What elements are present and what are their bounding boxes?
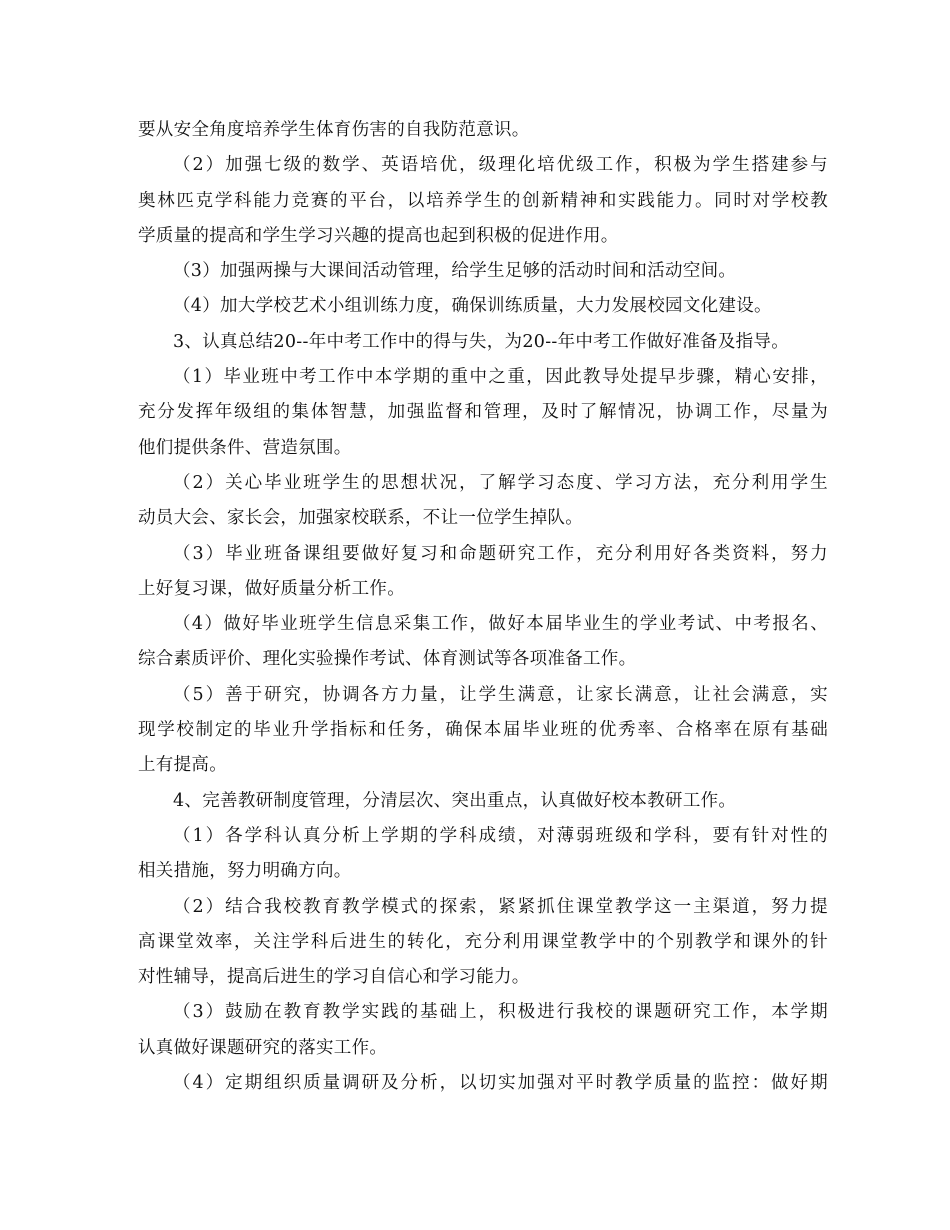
text-line: （3）加强两操与大课间活动管理，给学生足够的活动时间和活动空间。 <box>173 261 737 282</box>
text-line: 现学校制定的毕业升学指标和任务，确保本届毕业班的优秀率、合格率在原有基础 <box>138 720 828 741</box>
text-line: 奥林匹克学科能力竞赛的平台，以培养学生的创新精神和实践能力。同时对学校教 <box>138 190 828 211</box>
text-line: 对性辅导，提高后进生的学习自信心和学习能力。 <box>138 967 530 988</box>
document-body <box>138 113 828 1101</box>
text-line: 上有提高。 <box>138 755 227 776</box>
text-line: （3）毕业班备课组要做好复习和命题研究工作，充分利用好各类资料，努力 <box>173 543 828 564</box>
text-line: （5）善于研究，协调各方力量，让学生满意，让家长满意，让社会满意，实 <box>173 684 828 705</box>
text-line: 相关措施，努力明确方向。 <box>138 861 352 882</box>
text-line: 高课堂效率，关注学科后进生的转化，充分利用课堂教学中的个别教学和课外的针 <box>138 931 828 952</box>
text-line: （1）毕业班中考工作中本学期的重中之重，因此教导处提早步骤，精心安排， <box>173 367 828 388</box>
text-line: 3、认真总结20--年中考工作中的得与失，为20--年中考工作做好准备及指导。 <box>173 331 790 352</box>
text-line: （4）定期组织质量调研及分析，以切实加强对平时教学质量的监控：做好期 <box>173 1073 828 1094</box>
text-line: 上好复习课，做好质量分析工作。 <box>138 578 405 599</box>
text-line: 他们提供条件、营造氛围。 <box>138 437 352 458</box>
text-line: （2）关心毕业班学生的思想状况，了解学习态度、学习方法，充分利用学生 <box>173 472 828 493</box>
text-line: （4）加大学校艺术小组训练力度，确保训练质量，大力发展校园文化建设。 <box>173 296 772 317</box>
text-line: （4）做好毕业班学生信息采集工作，做好本届毕业生的学业考试、中考报名、 <box>173 614 828 635</box>
text-line: （1）各学科认真分析上学期的学科成绩，对薄弱班级和学科，要有针对性的 <box>173 825 828 846</box>
text-line: （2）加强七级的数学、英语培优，级理化培优级工作，积极为学生搭建参与 <box>173 155 828 176</box>
text-line: 综合素质评价、理化实验操作考试、体育测试等各项准备工作。 <box>138 649 637 670</box>
text-line: 认真做好课题研究的落实工作。 <box>138 1037 388 1058</box>
text-line: 学质量的提高和学生学习兴趣的提高也起到积极的促进作用。 <box>138 225 619 246</box>
text-line: 4、完善教研制度管理，分清层次、突出重点，认真做好校本教研工作。 <box>173 790 737 811</box>
text-line: （2）结合我校教育教学模式的探索，紧紧抓住课堂教学这一主渠道，努力提 <box>173 896 828 917</box>
text-line: 要从安全角度培养学生体育伤害的自我防范意识。 <box>138 120 530 140</box>
text-line: 充分发挥年级组的集体智慧，加强监督和管理，及时了解情况，协调工作，尽量为 <box>138 402 828 423</box>
text-line: （3）鼓励在教育教学实践的基础上，积极进行我校的课题研究工作，本学期 <box>173 1002 828 1023</box>
text-line: 动员大会、家长会，加强家校联系，不让一位学生掉队。 <box>138 508 583 529</box>
